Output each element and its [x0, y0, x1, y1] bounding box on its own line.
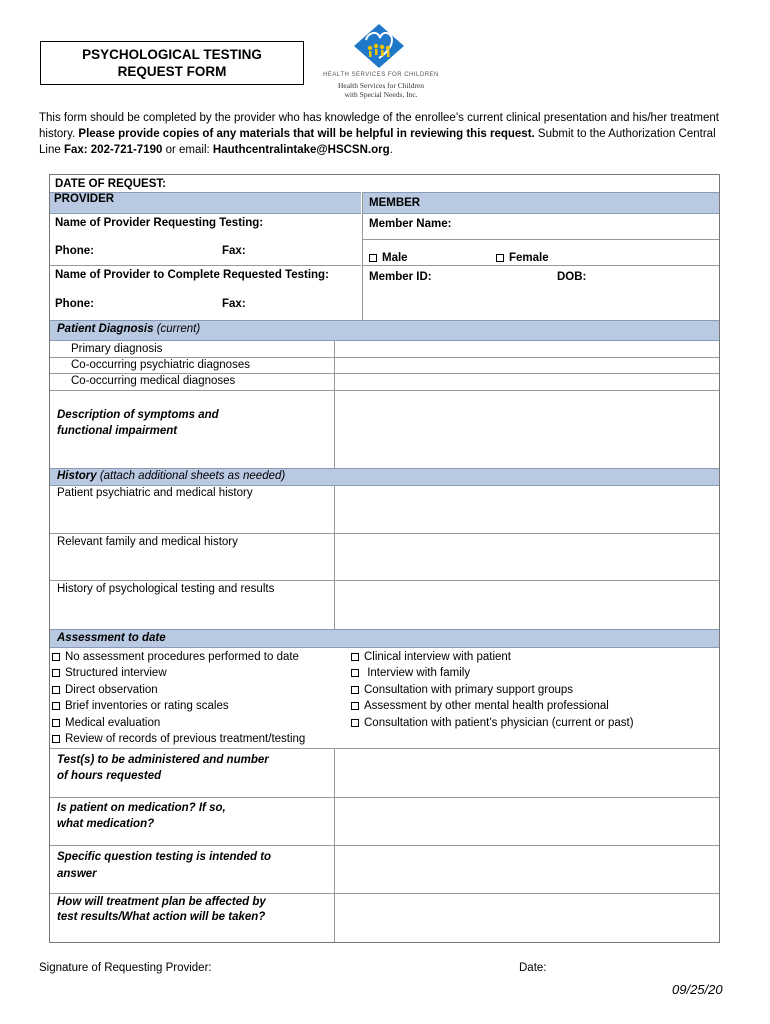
psychiatric-history-label: Patient psychiatric and medical history	[57, 487, 253, 499]
logo-line2: with Special Needs, Inc.	[344, 89, 418, 99]
primary-diagnosis-label: Primary diagnosis	[71, 343, 163, 355]
checkbox-icon[interactable]	[52, 735, 60, 743]
provider-header	[50, 192, 361, 214]
hscsn-logo	[318, 24, 440, 110]
specific-question-line1: Specific question testing is intended to	[57, 851, 272, 863]
female-label: Female	[509, 252, 549, 264]
treatment-plan-line1: How will treatment plan be affected by	[57, 896, 266, 908]
diagnosis-header-note: (current)	[153, 323, 201, 335]
date-of-request-label[interactable]: DATE OF REQUEST:	[55, 178, 166, 190]
assessment-option-none[interactable]: No assessment procedures performed to date	[52, 649, 305, 665]
assessment-header	[50, 629, 719, 648]
assessment-header-label: Assessment to date	[57, 632, 166, 644]
testing-history-label: History of psychological testing and results	[57, 583, 275, 595]
checkbox-icon[interactable]	[52, 686, 60, 694]
history-header-label: History	[57, 470, 97, 482]
tests-requested-line2: of hours requested	[57, 770, 162, 782]
checkbox-icon[interactable]	[52, 653, 60, 661]
female-checkbox[interactable]	[496, 252, 549, 264]
diagnosis-header	[50, 320, 719, 341]
provider-header-label: PROVIDER	[54, 193, 115, 205]
form-title-line1: PSYCHOLOGICAL TESTING	[82, 47, 262, 62]
assessment-option-other-professional[interactable]: Assessment by other mental health professional	[351, 698, 634, 714]
checkbox-icon[interactable]	[52, 719, 60, 727]
intro-text-1: This form should be completed by the provider who has knowledge of the enrollee’s current clinical presentation and his/her treatment history.	[39, 112, 719, 140]
member-name-field[interactable]: Member Name:	[369, 218, 452, 230]
intro-bold-1: Please provide copies of any materials that will be helpful in reviewing this request.	[78, 128, 535, 140]
revision-date: 09/25/20	[672, 982, 723, 997]
completing-provider-name-field[interactable]: Name of Provider to Complete Requested Testing:	[55, 269, 329, 281]
checkbox-icon[interactable]	[351, 653, 359, 661]
medication-label	[57, 800, 226, 832]
intro-text-4: .	[389, 144, 393, 156]
logo-line1: Health Services for Children	[337, 81, 424, 90]
checkbox-icon[interactable]	[351, 719, 359, 727]
completing-provider-fax-field[interactable]: Fax:	[222, 298, 246, 310]
logo-diamond-icon	[354, 24, 404, 68]
requesting-provider-name-field[interactable]: Name of Provider Requesting Testing:	[55, 217, 264, 229]
medication-line2: what medication?	[57, 818, 155, 830]
logo-text	[322, 82, 440, 99]
checkbox-icon[interactable]	[52, 669, 60, 677]
questions-entry-area[interactable]	[335, 749, 719, 942]
completing-provider-phone-field[interactable]: Phone:	[55, 298, 94, 310]
treatment-plan-label	[57, 895, 266, 925]
intro-paragraph	[39, 110, 739, 158]
intro-email[interactable]: Hauthcentralintake@HSCSN.org	[212, 144, 390, 156]
logo-small-text: HEALTH SERVICES FOR CHILDREN	[323, 72, 439, 78]
male-label: Male	[382, 252, 408, 264]
assessment-option-family-interview[interactable]: Interview with family	[351, 665, 634, 681]
assessment-option-clinical-interview[interactable]: Clinical interview with patient	[351, 649, 634, 665]
male-checkbox-icon[interactable]	[369, 254, 377, 262]
specific-question-line2: answer	[57, 868, 97, 880]
request-form-table	[49, 174, 720, 943]
checkbox-icon[interactable]	[351, 686, 359, 694]
assessment-right-list	[351, 649, 634, 731]
checkbox-icon[interactable]	[52, 702, 60, 710]
member-id-field[interactable]: Member ID:	[369, 271, 432, 283]
history-header	[50, 468, 719, 486]
symptoms-label-line2: functional impairment	[57, 425, 178, 437]
assessment-option-support-groups[interactable]: Consultation with primary support groups	[351, 682, 634, 698]
intro-text-3: or email:	[162, 144, 213, 156]
date-field[interactable]: Date:	[519, 962, 547, 974]
family-history-label: Relevant family and medical history	[57, 536, 238, 548]
dob-field[interactable]: DOB:	[557, 271, 587, 283]
requesting-provider-phone-field[interactable]: Phone:	[55, 245, 94, 257]
checkbox-icon[interactable]	[351, 669, 359, 677]
male-checkbox[interactable]	[369, 252, 408, 264]
medication-line1: Is patient on medication? If so,	[57, 802, 226, 814]
assessment-option-rating-scales[interactable]: Brief inventories or rating scales	[52, 698, 305, 714]
form-title-line2: REQUEST FORM	[117, 64, 227, 79]
tests-requested-line1: Test(s) to be administered and number	[57, 754, 269, 766]
treatment-plan-line2: test results/What action will be taken?	[57, 911, 266, 923]
assessment-option-physician-consultation[interactable]: Consultation with patient’s physician (current or past)	[351, 715, 634, 731]
intro-fax: Fax: 202-721-7190	[63, 144, 163, 156]
signature-field[interactable]: Signature of Requesting Provider:	[39, 962, 212, 974]
assessment-left-list	[52, 649, 305, 747]
diagnosis-entry-area[interactable]	[335, 341, 719, 468]
specific-question-label	[57, 849, 271, 883]
symptoms-label-line1: Description of symptoms and	[57, 409, 219, 421]
history-entry-area[interactable]	[335, 486, 719, 629]
diagnosis-header-label: Patient Diagnosis	[57, 323, 154, 335]
tests-requested-label	[57, 752, 269, 784]
assessment-option-medical-evaluation[interactable]: Medical evaluation	[52, 715, 305, 731]
assessment-option-record-review[interactable]: Review of records of previous treatment/testing	[52, 731, 305, 747]
medical-diagnoses-label: Co-occurring medical diagnoses	[71, 375, 236, 387]
psychiatric-diagnoses-label: Co-occurring psychiatric diagnoses	[71, 359, 250, 371]
history-header-note: (attach additional sheets as needed)	[96, 470, 286, 482]
requesting-provider-fax-field[interactable]: Fax:	[222, 245, 246, 257]
form-title	[40, 41, 304, 85]
member-header	[363, 192, 719, 214]
checkbox-icon[interactable]	[351, 702, 359, 710]
assessment-option-direct-observation[interactable]: Direct observation	[52, 682, 305, 698]
symptoms-label	[57, 407, 219, 439]
member-header-label: MEMBER	[369, 197, 421, 209]
intro-text-2: Submit to the Authorization Central Line	[39, 128, 716, 156]
female-checkbox-icon[interactable]	[496, 254, 504, 262]
assessment-option-structured-interview[interactable]: Structured interview	[52, 665, 305, 681]
